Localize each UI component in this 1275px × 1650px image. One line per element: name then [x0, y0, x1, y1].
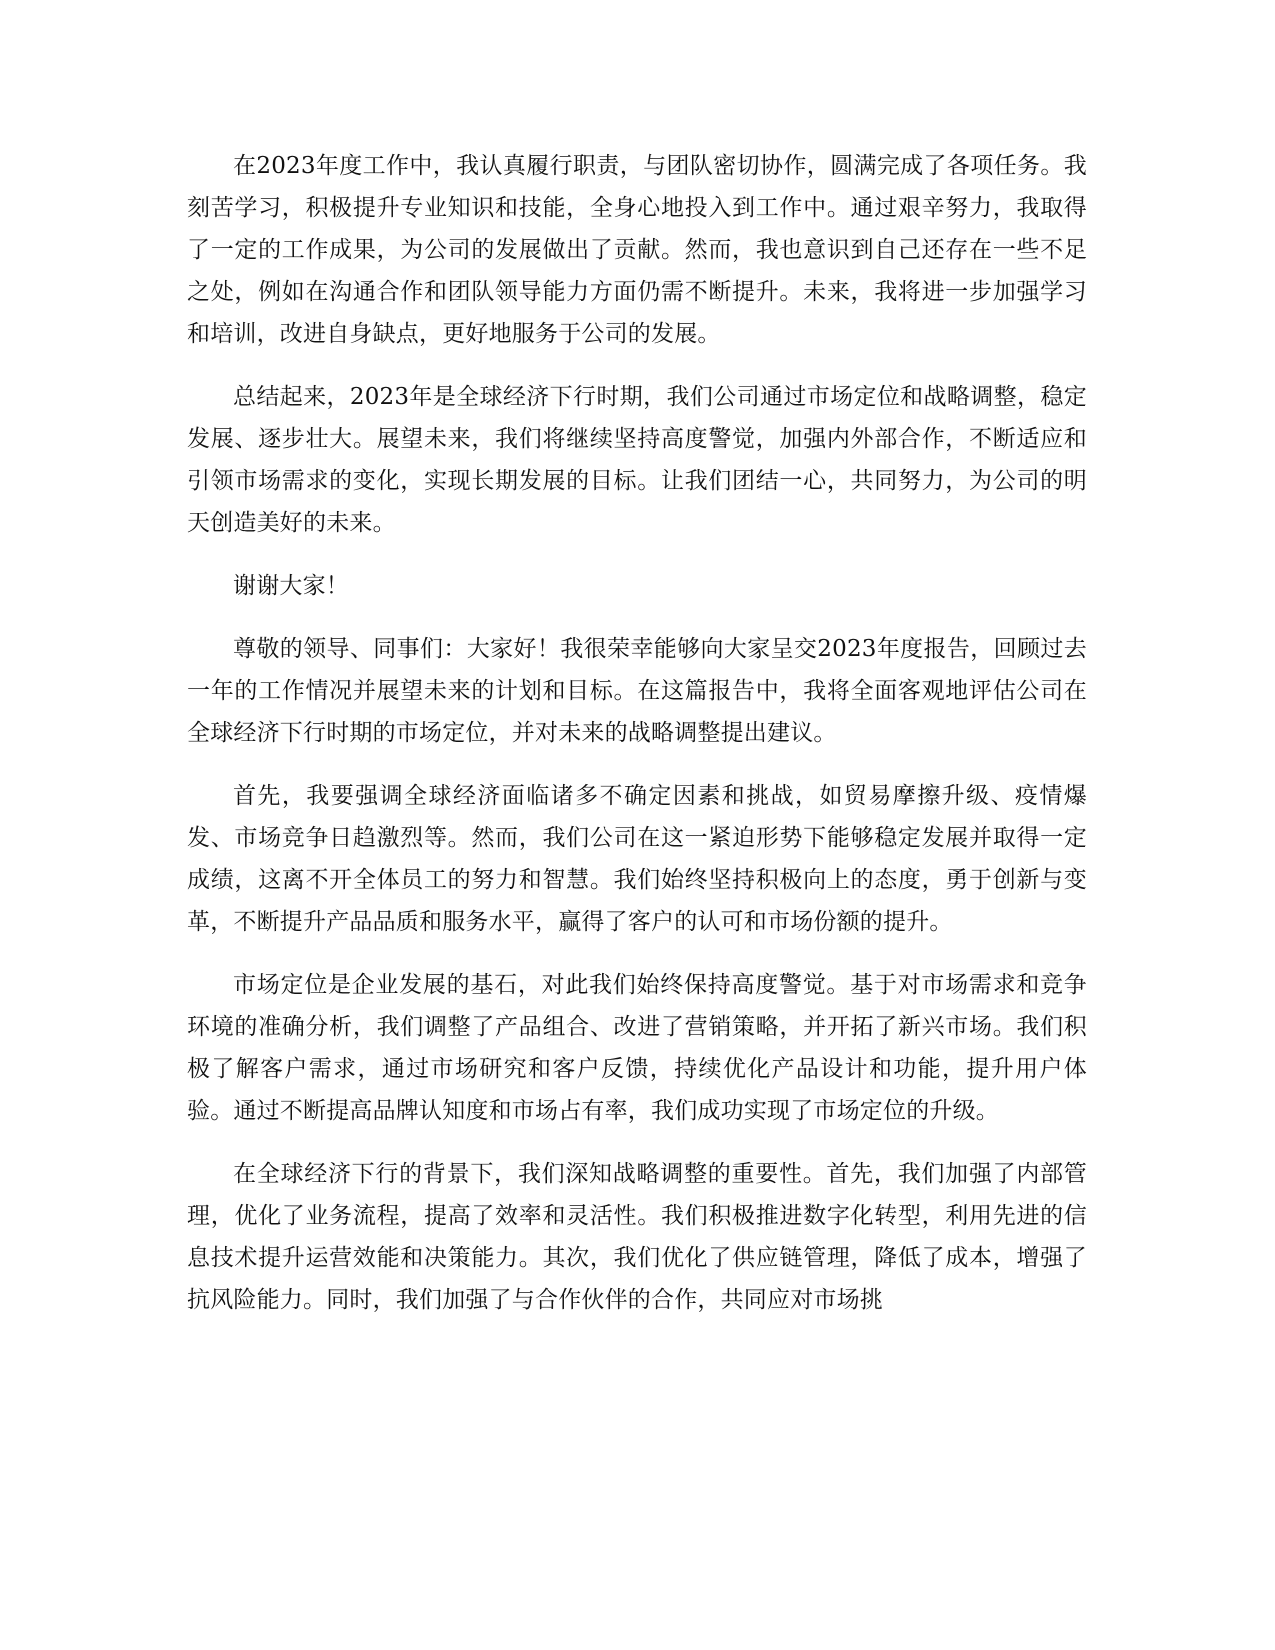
paragraph-work-summary: 在2023年度工作中，我认真履行职责，与团队密切协作，圆满完成了各项任务。我刻苦学习，积极提升专业知识和技能，全身心地投入到工作中。通过艰辛努力，我取得了一定的工作成果，为公司的发展做出了贡献。然而，我也意识到自己还存在一些不足之处，例如在沟通合作和团队领导能力方面仍需不断提升。未来，我将进一步加强学习和培训，改进自身缺点，更好地服务于公司的发展。	[187, 153, 1087, 347]
paragraph-thanks: 谢谢大家！	[233, 573, 349, 599]
paragraph-market-positioning: 市场定位是企业发展的基石，对此我们始终保持高度警觉。基于对市场需求和竞争环境的准确分析，我们调整了产品组合、改进了营销策略，并开拓了新兴市场。我们积极了解客户需求，通过市场研究和客户反馈，持续优化产品设计和功能，提升用户体验。通过不断提高品牌认知度和市场占有率，我们成功实现了市场定位的升级。	[187, 972, 1087, 1124]
paragraph-economic-challenges: 首先，我要强调全球经济面临诸多不确定因素和挑战，如贸易摩擦升级、疫情爆发、市场竞争日趋激烈等。然而，我们公司在这一紧迫形势下能够稳定发展并取得一定成绩，这离不开全体员工的努力和智慧。我们始终坚持积极向上的态度，勇于创新与变革，不断提升产品品质和服务水平，赢得了客户的认可和市场份额的提升。	[187, 783, 1087, 935]
document-body	[187, 145, 1087, 1342]
paragraph-greeting: 尊敬的领导、同事们：大家好！我很荣幸能够向大家呈交2023年度报告，回顾过去一年的工作情况并展望未来的计划和目标。在这篇报告中，我将全面客观地评估公司在全球经济下行时期的市场定位，并对未来的战略调整提出建议。	[187, 636, 1087, 746]
paragraph-strategy-adjustment: 在全球经济下行的背景下，我们深知战略调整的重要性。首先，我们加强了内部管理，优化了业务流程，提高了效率和灵活性。我们积极推进数字化转型，利用先进的信息技术提升运营效能和决策能力。其次，我们优化了供应链管理，降低了成本，增强了抗风险能力。同时，我们加强了与合作伙伴的合作，共同应对市场挑	[187, 1161, 1087, 1313]
paragraph-conclusion: 总结起来，2023年是全球经济下行时期，我们公司通过市场定位和战略调整，稳定发展、逐步壮大。展望未来，我们将继续坚持高度警觉，加强内外部合作，不断适应和引领市场需求的变化，实现长期发展的目标。让我们团结一心，共同努力，为公司的明天创造美好的未来。	[187, 384, 1087, 536]
